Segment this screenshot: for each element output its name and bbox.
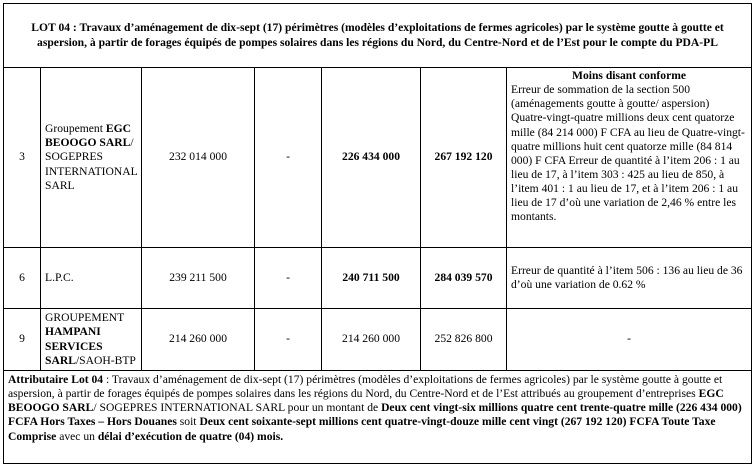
- observations: [507, 309, 752, 371]
- amount-read: 214 260 000: [142, 309, 255, 371]
- attribution-row: [4, 371, 752, 464]
- observations: [507, 68, 752, 248]
- amount-corrected: 226 434 000: [322, 68, 421, 248]
- lot-title: LOT 04 : Travaux d’aménagement de dix-sept (17) périmètres (modèles d’exploitations de fermes agricoles) par le système goutte à goutte et aspersion, à partir de forages équipés de pompes solaires dans les régions du Nord, du Centre-Nord et de l’Est pour le compte du PDA-PL: [4, 4, 752, 68]
- amount-corrected: 214 260 000: [322, 309, 421, 371]
- attribution-text: Attributaire Lot 04 : Travaux d’aménagement de dix-sept (17) périmètres (modèles d’exploitations de fermes agricoles) par le système goutte à goutte et aspersion, à partir de forages équipés de pompes solaires dans les régions du Nord, du Centre-Nord et de l’Est attribués au groupement d’entreprises EGC BEOOGO SARL/ SOGEPRES INTERNATIONAL SARL pour un montant de Deux cent vingt-six millions quatre cent trente-quatre mille (226 434 000) FCFA Hors Taxes – Hors Douanes soit Deux cent soixante-sept millions cent quatre-vingt-douze mille cent vingt (267 192 120) FCFA Toute Taxe Comprise avec un délai d’exécution de quatre (04) mois.: [4, 371, 752, 464]
- bidder-name: GROUPEMENT HAMPANI SERVICES SARL/SAOH-BTP: [41, 309, 142, 371]
- bidder-number: 9: [4, 309, 41, 371]
- bidder-name: L.P.C.: [41, 248, 142, 309]
- lot-results-table: [3, 3, 752, 464]
- conformity-status: Moins disant conforme: [572, 69, 687, 82]
- amount-corrected-ttc: 267 192 120: [421, 68, 507, 248]
- bidder-number: 6: [4, 248, 41, 309]
- amount-read: 232 014 000: [142, 68, 255, 248]
- amount-corrected: 240 711 500: [322, 248, 421, 309]
- amount-corrected-ttc: 284 039 570: [421, 248, 507, 309]
- table-row: [4, 248, 752, 309]
- bidder-name: Groupement EGC BEOOGO SARL/ SOGEPRES INTERNATIONAL SARL: [41, 68, 142, 248]
- amount-read: 239 211 500: [142, 248, 255, 309]
- amount-read-ttc: -: [255, 68, 322, 248]
- lot-header-row: [4, 4, 752, 68]
- observation-text: Erreur de sommation de la section 500 (aménagements goutte à goutte/ aspersion) Quatre-vingt-quatre millions deux cent quatorze mille (84 214 000) F CFA au lieu de Quatre-vingt-quatre millions huit cent quatorze mille (84 814 000) F CFA Erreur de quantité à l’item 206 : 1 au lieu de 17, à l’item 303 : 425 au lieu de 850, à l’item 401 : 1 au lieu de 17, et à l’item 206 : 1 au lieu de 17 d’où une variation de 2,46 % entre les montants.: [511, 83, 745, 224]
- attribution-label: Attributaire Lot 04: [8, 373, 104, 386]
- observation-text: Erreur de quantité à l’item 506 : 136 au lieu de 36 d’où une variation de 0.62 %: [511, 263, 743, 291]
- observation-text: -: [627, 332, 631, 346]
- amount-read-ttc: -: [255, 309, 322, 371]
- amount-corrected-ttc: 252 826 800: [421, 309, 507, 371]
- amount-read-ttc: -: [255, 248, 322, 309]
- results-document: [3, 3, 751, 452]
- bidder-number: 3: [4, 68, 41, 248]
- observations: [507, 248, 752, 309]
- table-row: [4, 309, 752, 371]
- table-row: [4, 68, 752, 248]
